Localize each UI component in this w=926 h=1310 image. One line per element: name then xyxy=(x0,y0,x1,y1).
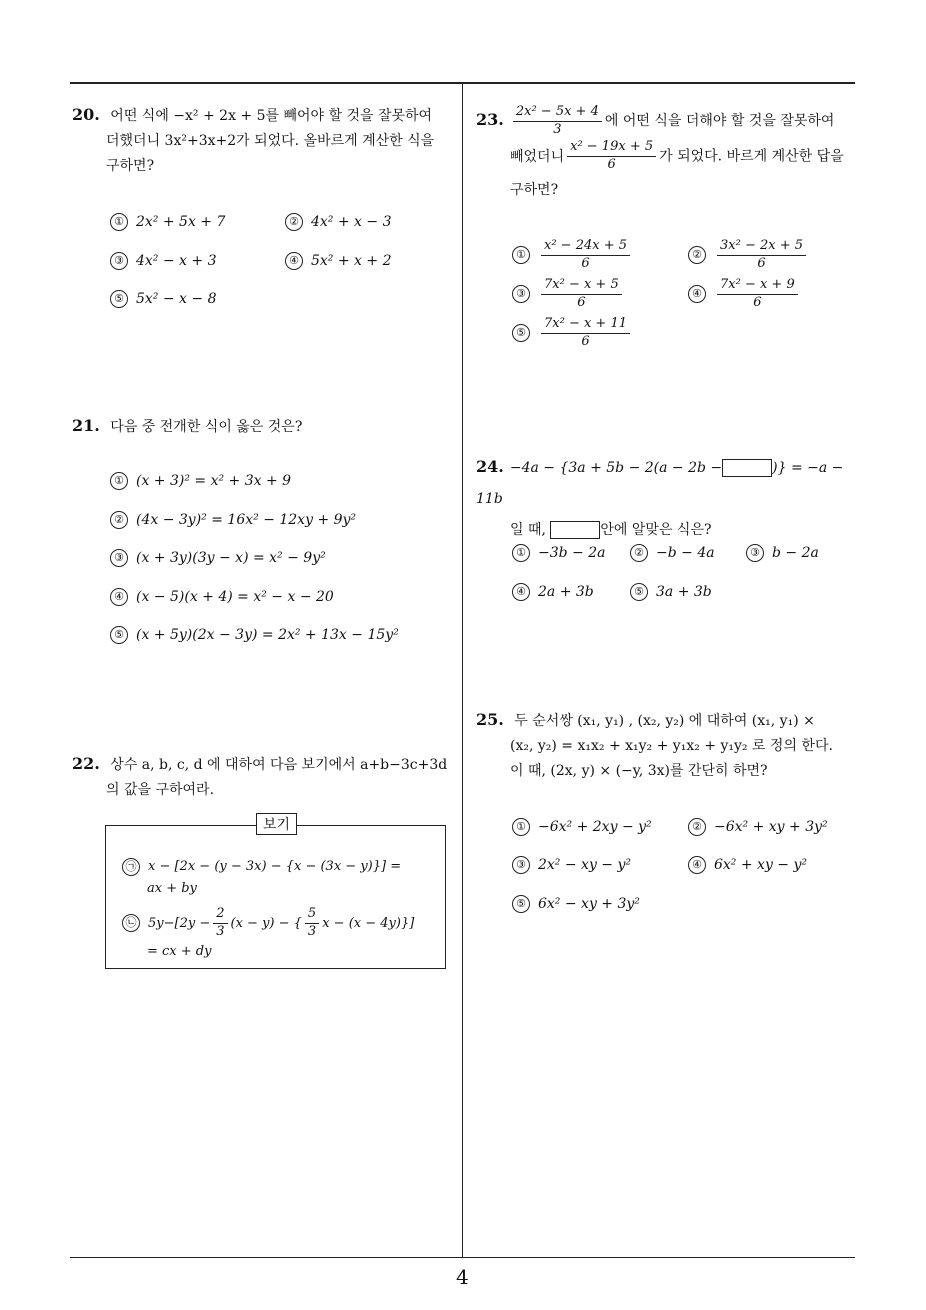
question-24 xyxy=(476,449,866,546)
bogi-text: = cx + dy xyxy=(147,943,212,959)
question-text: 이 때, (2x, y) × (−y, 3x)를 간단히 하면? xyxy=(510,762,768,779)
answer-blank-box xyxy=(722,459,772,477)
choice-3[interactable] xyxy=(746,544,819,562)
choice-3[interactable] xyxy=(512,277,625,312)
choice-2[interactable] xyxy=(688,238,809,273)
choice-text: (4x − 3y)² = 16x² − 12xy + 9y² xyxy=(136,512,357,528)
choice-marker: ③ xyxy=(512,856,530,874)
choice-text: 2x² − xy − y² xyxy=(538,857,632,873)
bogi-marker: ㉡ xyxy=(122,914,140,932)
choice-text: 5x² − x − 8 xyxy=(136,291,217,307)
question-text: (x₂, y₂) = x₁x₂ + x₁y₂ + y₁x₂ + y₁y₂ 로 정의 한다. xyxy=(510,738,833,754)
choice-marker: ③ xyxy=(512,285,530,303)
choice-marker: ② xyxy=(688,818,706,836)
fraction: $\frac{\text{x² − 24x + 5}}{6}$ xyxy=(541,238,630,273)
answer-blank-box xyxy=(550,521,600,539)
question-number: 20. xyxy=(72,105,100,124)
choice-1[interactable] xyxy=(110,472,291,490)
fraction: $\frac{\text{7x² − x + 5}}{6}$ xyxy=(541,277,622,312)
question-text: 다음 중 전개한 식이 옳은 것은? xyxy=(110,419,303,435)
bottom-rule xyxy=(70,1257,855,1258)
question-number: 21. xyxy=(72,416,100,435)
choice-marker: ① xyxy=(110,472,128,490)
bogi-text: x − [2x − (y − 3x) − {x − (3x − y)}] = xyxy=(148,859,402,874)
choice-5[interactable] xyxy=(512,895,640,913)
choice-marker: ② xyxy=(110,511,128,529)
column-divider xyxy=(462,82,463,1258)
choice-marker: ④ xyxy=(512,583,530,601)
equation-text: )} = −a − 11b xyxy=(476,460,844,508)
choice-text: b − 2a xyxy=(772,545,819,561)
choice-marker: ⑤ xyxy=(110,626,128,644)
choice-text: (x + 5y)(2x − 3y) = 2x² + 13x − 15y² xyxy=(136,627,399,643)
bogi-text: 5y−[2y − xyxy=(148,915,211,931)
choice-2[interactable] xyxy=(285,213,391,231)
choice-marker: ⑤ xyxy=(512,324,530,342)
choice-5[interactable] xyxy=(110,290,216,308)
choice-marker: ③ xyxy=(110,252,128,270)
choice-marker: ④ xyxy=(688,285,706,303)
question-number: 22. xyxy=(72,754,100,773)
fraction: $\frac{5}{3}$ xyxy=(305,906,319,941)
question-text: 일 때, xyxy=(510,521,546,538)
question-text: 구하면? xyxy=(106,157,155,174)
bogi-marker: ㉠ xyxy=(122,858,140,876)
choice-text: 6x² + xy − y² xyxy=(714,857,808,873)
choice-marker: ① xyxy=(512,818,530,836)
equation-text: −4a − {3a + 5b − 2(a − 2b − xyxy=(509,460,723,476)
fraction: $\frac{2}{3}$ xyxy=(213,906,227,941)
choice-text: 2a + 3b xyxy=(538,584,594,600)
question-text: 빼었더니 xyxy=(510,148,565,165)
choice-text: 4x² − x + 3 xyxy=(136,253,217,269)
choice-5[interactable] xyxy=(512,316,633,351)
choice-4[interactable] xyxy=(688,856,807,874)
fraction: $\frac{\text{7x² − x + 11}}{6}$ xyxy=(541,316,630,351)
choice-1[interactable] xyxy=(110,213,225,231)
question-text: 안에 알맞은 식은? xyxy=(600,521,712,538)
fraction: $\frac{\text{x² − 19x + 5}}{6}$ xyxy=(567,139,656,174)
choice-text: −b − 4a xyxy=(656,545,715,561)
bogi-text: ax + by xyxy=(147,881,197,897)
choice-marker: ③ xyxy=(746,544,764,562)
question-20 xyxy=(72,101,457,178)
choice-text: (x − 5)(x + 4) = x² − x − 20 xyxy=(136,589,334,605)
choice-text: 4x² + x − 3 xyxy=(311,214,392,230)
choice-text: −6x² + xy + 3y² xyxy=(714,819,828,835)
question-number: 23. xyxy=(476,110,504,129)
choice-4[interactable] xyxy=(512,583,594,601)
choice-marker: ④ xyxy=(688,856,706,874)
choice-marker: ② xyxy=(285,213,303,231)
bogi-item-1 xyxy=(122,856,401,900)
choice-1[interactable] xyxy=(512,544,605,562)
fraction: $\frac{\text{3x² − 2x + 5}}{6}$ xyxy=(717,238,806,273)
choice-2[interactable] xyxy=(630,544,715,562)
bogi-text: x − (x − 4y)}] xyxy=(322,915,415,931)
choice-marker: ① xyxy=(512,246,530,264)
choice-text: 5x² + x + 2 xyxy=(311,253,392,269)
choice-marker: ⑤ xyxy=(110,290,128,308)
question-text: 에 어떤 식을 더해야 할 것을 잘못하여 xyxy=(604,113,835,129)
question-text: 더했더니 3x²+3x+2가 되었다. 올바르게 계산한 식을 xyxy=(106,133,435,149)
choice-text: 6x² − xy + 3y² xyxy=(538,896,640,912)
choice-text: (x + 3)² = x² + 3x + 9 xyxy=(136,473,292,489)
question-text: 두 순서쌍 (x₁, y₁) , (x₂, y₂) 에 대하여 (x₁, y₁) × xyxy=(514,713,815,729)
question-25 xyxy=(476,706,866,783)
choice-marker: ② xyxy=(688,246,706,264)
choice-marker: ⑤ xyxy=(512,895,530,913)
bogi-text: (x − y) − { xyxy=(230,915,302,931)
choice-2[interactable] xyxy=(688,818,828,836)
question-text: 어떤 식에 −x² + 2x + 5를 빼어야 할 것을 잘못하여 xyxy=(110,108,433,124)
choice-4[interactable] xyxy=(285,252,391,270)
question-number: 25. xyxy=(476,710,504,729)
question-text: 구하면? xyxy=(510,182,559,199)
question-text: 가 되었다. 바르게 계산한 답을 xyxy=(659,148,844,165)
choice-marker: ① xyxy=(512,544,530,562)
choice-text: 3a + 3b xyxy=(656,584,712,600)
choice-text: −3b − 2a xyxy=(538,545,606,561)
choice-3[interactable] xyxy=(110,549,326,567)
choice-marker: ③ xyxy=(110,549,128,567)
question-23 xyxy=(476,101,861,208)
choice-marker: ① xyxy=(110,213,128,231)
fraction: $\frac{\text{2x² − 5x + 4}}{3}$ xyxy=(513,104,602,139)
bogi-label: 보기 xyxy=(256,813,297,835)
choice-4[interactable] xyxy=(110,588,334,606)
page-number: 4 xyxy=(456,1265,469,1289)
choice-marker: ② xyxy=(630,544,648,562)
choice-5[interactable] xyxy=(630,583,712,601)
choice-marker: ④ xyxy=(285,252,303,270)
choice-text: 2x² + 5x + 7 xyxy=(136,214,226,230)
choice-5[interactable] xyxy=(110,626,399,644)
choice-4[interactable] xyxy=(688,277,801,312)
question-text: 상수 a, b, c, d 에 대하여 다음 보기에서 a+b−3c+3d xyxy=(110,757,448,773)
bogi-item-2 xyxy=(122,906,414,963)
question-text: 의 값을 구하여라. xyxy=(106,782,215,798)
choice-1[interactable] xyxy=(512,238,633,273)
question-number: 24. xyxy=(476,457,504,476)
question-21 xyxy=(72,412,457,440)
choice-3[interactable] xyxy=(110,252,216,270)
choice-1[interactable] xyxy=(512,818,652,836)
choice-marker: ④ xyxy=(110,588,128,606)
choice-text: (x + 3y)(3y − x) = x² − 9y² xyxy=(136,550,326,566)
choice-3[interactable] xyxy=(512,856,631,874)
question-22 xyxy=(72,750,457,803)
choice-marker: ⑤ xyxy=(630,583,648,601)
choice-text: −6x² + 2xy − y² xyxy=(538,819,652,835)
choice-2[interactable] xyxy=(110,511,356,529)
fraction: $\frac{\text{7x² − x + 9}}{6}$ xyxy=(717,277,798,312)
